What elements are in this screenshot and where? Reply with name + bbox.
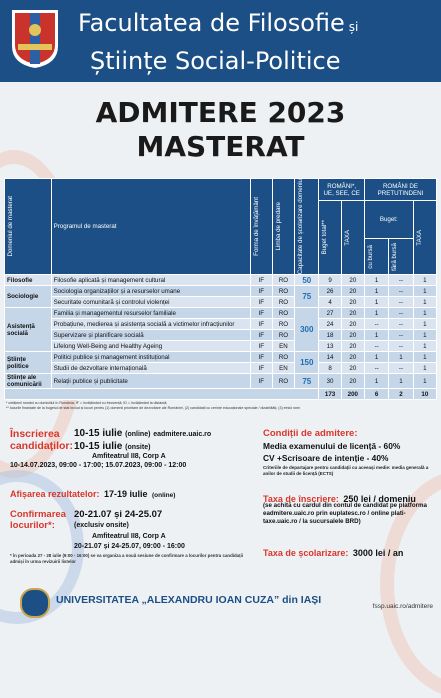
cell-lang: RO — [272, 286, 294, 297]
cell-domain: Asistență socială — [5, 308, 52, 352]
cell-tax-intl: 1 — [413, 319, 436, 330]
master-title: MASTERAT — [136, 130, 305, 163]
confirmation-hours: 20-21.07 și 24-25.07, 09:00 - 16:00 — [74, 543, 185, 550]
cell-tax-intl: 1 — [413, 297, 436, 308]
cell-lang: RO — [272, 374, 294, 389]
cell-program: Filosofie aplicată și management cultural — [51, 275, 250, 286]
cell-fara-bursa: -- — [389, 319, 413, 330]
cell-program: Supervizare și planificare socială — [51, 330, 250, 341]
university-name: UNIVERSITATEA „ALEXANDRU IOAN CUZA” din IAȘI — [56, 594, 322, 606]
th-romani-group: ROMÂNI*, UE, SEE, CE — [319, 179, 365, 201]
cell-budget-total: 18 — [319, 330, 341, 341]
cell-form: IF — [250, 286, 272, 297]
th-budget-total: Buget total** — [319, 201, 341, 275]
cell-capacity: 75 — [295, 286, 319, 308]
cell-capacity: 50 — [295, 275, 319, 286]
page-footer — [0, 584, 441, 624]
cell-cu-bursa: 1 — [364, 297, 388, 308]
registration-fee-line: Taxa de înscriere: 250 lei / domeniu — [263, 494, 416, 504]
cell-tax-intl: 1 — [413, 341, 436, 352]
table-row — [5, 308, 437, 319]
cell-lang: RO — [272, 352, 294, 363]
total-spacer — [5, 389, 319, 400]
cell-tax: 20 — [341, 330, 364, 341]
conditions-label: Condiții de admitere: — [263, 428, 358, 439]
cell-budget-total: 14 — [319, 352, 341, 363]
table-row — [5, 319, 437, 330]
cell-fara-bursa: -- — [389, 341, 413, 352]
cell-budget-total: 24 — [319, 319, 341, 330]
cell-fara-bursa: -- — [389, 286, 413, 297]
cell-fara-bursa: 1 — [389, 352, 413, 363]
conditions-note: Criteriile de departajare pentru candidații cu aceeași medie: media generală a anilor de studii de licență (ECTS) — [263, 465, 429, 476]
registration-online: 10-15 iulie (online) eadmitere.uaic.ro — [74, 428, 212, 439]
cell-cu-bursa: 1 — [364, 330, 388, 341]
confirmation-place: Amfiteatrul II8, Corp A — [92, 533, 166, 540]
confirmation-note: * în perioada 27 - 28 iulie (9:00 - 16:00) se va organiza a nouă sesiune de confirmare a locurilor pentru candidații admiși în urma revizuirii listelor — [10, 553, 244, 564]
registration-label: Înscrierea candidaților: — [10, 428, 74, 452]
cell-tax: 20 — [341, 286, 364, 297]
total-bt: 173 — [319, 389, 341, 400]
cell-domain: Științe ale comunicării — [5, 374, 52, 389]
cell-lang: EN — [272, 341, 294, 352]
cell-cu-bursa: -- — [364, 341, 388, 352]
cell-tax-intl: 1 — [413, 352, 436, 363]
confirmation-mode: (exclusiv onsite) — [74, 522, 129, 529]
cell-tax: 20 — [341, 341, 364, 352]
table-row — [5, 286, 437, 297]
table-row — [5, 374, 437, 389]
registration-fee-detail: (se achită cu cardul din contul de candidat pe platforma eadmitere.uaic.ro prin euplatesc.ro / online plati-taxe.uaic.ro / la sucursalele BRD) — [263, 502, 427, 525]
programs-table — [4, 178, 437, 400]
confirmation-label: Confirmarea locurilor*: — [10, 509, 66, 531]
table-row — [5, 352, 437, 363]
cell-lang: RO — [272, 330, 294, 341]
th-fara-bursa: fără bursă — [389, 239, 413, 275]
cell-cu-bursa: -- — [364, 363, 388, 374]
cell-form: IF — [250, 363, 272, 374]
faculty-crest-icon — [10, 8, 60, 70]
cell-lang: RO — [272, 297, 294, 308]
cell-lang: EN — [272, 363, 294, 374]
cell-budget-total: 30 — [319, 374, 341, 389]
table-notes — [6, 401, 436, 411]
programs-table-wrap — [4, 178, 437, 400]
cell-lang: RO — [272, 319, 294, 330]
table-row — [5, 341, 437, 352]
cell-program: Politici publice și management instituțional — [51, 352, 250, 363]
results-line: Afișarea rezultatelor: 17-19 iulie (online) — [10, 489, 176, 499]
title-line-1: Facultatea de Filosofie — [78, 9, 345, 37]
cell-tax: 20 — [341, 363, 364, 374]
cell-cu-bursa: 1 — [364, 275, 388, 286]
cell-tax-intl: 1 — [413, 330, 436, 341]
cell-budget-total: 9 — [319, 275, 341, 286]
cell-capacity: 150 — [295, 352, 319, 374]
cell-tax: 20 — [341, 297, 364, 308]
th-buget: Buget: — [364, 201, 413, 239]
cell-tax-intl: 1 — [413, 363, 436, 374]
cell-fara-bursa: -- — [389, 308, 413, 319]
cell-form: IF — [250, 275, 272, 286]
cell-tax-intl: 1 — [413, 275, 436, 286]
cell-tax: 20 — [341, 308, 364, 319]
cell-form: IF — [250, 297, 272, 308]
note-2: ** locurile finanțate de la bugetul de stat includ și locuri pentru (1) domenii prioritare de dezvoltare ale României, (2) candidații cu cerințe educaționale speciale / dizabilități, (3) etnici romi — [6, 406, 301, 410]
condition-1: Media examenului de licență - 60% — [263, 441, 401, 451]
page-header — [0, 0, 441, 82]
total-fara: 2 — [389, 389, 413, 400]
cell-capacity: 300 — [295, 308, 319, 352]
total-tax: 200 — [341, 389, 364, 400]
cell-program: Familia și managementul resurselor familiale — [51, 308, 250, 319]
cell-program: Relații publice și publicitate — [51, 374, 250, 389]
cell-budget-total: 26 — [319, 286, 341, 297]
cell-form: IF — [250, 352, 272, 363]
table-row — [5, 363, 437, 374]
cell-cu-bursa: -- — [364, 319, 388, 330]
th-intl-group: ROMÂNI DE PRETUTINDENI — [364, 179, 436, 201]
cell-fara-bursa: -- — [389, 330, 413, 341]
cell-cu-bursa: 1 — [364, 352, 388, 363]
th-tax1: TAXĂ — [341, 201, 364, 275]
table-total-row — [5, 389, 437, 400]
th-capacity: Capacitate de școlarizare domeniu — [295, 179, 319, 275]
th-form: Forma de învățământ — [250, 179, 272, 275]
th-lang: Limba de predare — [272, 179, 294, 275]
cell-program: Studii de dezvoltare internațională — [51, 363, 250, 374]
cell-program: Sociologia organizațiilor și a resurselor umane — [51, 286, 250, 297]
cell-fara-bursa: -- — [389, 297, 413, 308]
cell-capacity: 75 — [295, 374, 319, 389]
note-1: * cetățenii români cu domiciliul în România; IF = învățământ cu frecvență; ID = învățământ la distanță; — [6, 401, 168, 405]
cell-domain: Sociologie — [5, 286, 52, 308]
cell-fara-bursa: -- — [389, 275, 413, 286]
cell-domain: Filosofie — [5, 275, 52, 286]
university-logo-icon — [20, 588, 50, 618]
cell-cu-bursa: 1 — [364, 286, 388, 297]
cell-lang: RO — [272, 275, 294, 286]
registration-hours: 10-14.07.2023, 09:00 - 17:00; 15.07.2023, 09:00 - 12:00 — [10, 462, 187, 469]
cell-budget-total: 8 — [319, 363, 341, 374]
th-cu-bursa: cu bursă — [364, 239, 388, 275]
cell-program: Lifelong Well-Being and Healthy Ageing — [51, 341, 250, 352]
footer-url[interactable]: fssp.uaic.ro/admitere — [372, 603, 433, 610]
admission-title: ADMITERE 2023 — [95, 96, 346, 129]
cell-tax-intl: 1 — [413, 308, 436, 319]
condition-2: CV +Scrisoare de intenție - 40% — [263, 453, 389, 463]
cell-budget-total: 4 — [319, 297, 341, 308]
cell-tax-intl: 1 — [413, 286, 436, 297]
confirmation-dates: 20-21.07 și 24-25.07 — [74, 509, 163, 520]
total-tx: 10 — [413, 389, 436, 400]
cell-form: IF — [250, 330, 272, 341]
table-row — [5, 297, 437, 308]
tuition-fee-line: Taxa de școlarizare: 3000 lei / an — [263, 548, 404, 558]
cell-form: IF — [250, 308, 272, 319]
registration-place: Amfiteatrul II8, Corp A — [92, 453, 166, 460]
title-line-2: Științe Social-Politice — [90, 47, 341, 75]
cell-tax: 20 — [341, 319, 364, 330]
title-and: și — [348, 20, 359, 34]
cell-tax-intl: 1 — [413, 374, 436, 389]
cell-fara-bursa: 1 — [389, 374, 413, 389]
cell-tax: 20 — [341, 275, 364, 286]
cell-fara-bursa: -- — [389, 363, 413, 374]
cell-domain: Științe politice — [5, 352, 52, 374]
table-row — [5, 275, 437, 286]
cell-form: IF — [250, 374, 272, 389]
cell-program: Securitate comunitară și controlul violenței — [51, 297, 250, 308]
faculty-title — [78, 6, 438, 78]
cell-program: Probațiune, medierea și asistența socială a victimelor infracțiunilor — [51, 319, 250, 330]
total-cu: 6 — [364, 389, 388, 400]
cell-tax: 20 — [341, 374, 364, 389]
th-program: Programul de masterat — [51, 179, 250, 275]
cell-lang: RO — [272, 308, 294, 319]
th-domain: Domeniul de masterat — [5, 179, 52, 275]
table-row — [5, 330, 437, 341]
th-tax2: TAXĂ — [413, 201, 436, 275]
cell-tax: 20 — [341, 352, 364, 363]
cell-cu-bursa: 1 — [364, 374, 388, 389]
cell-form: IF — [250, 341, 272, 352]
cell-form: IF — [250, 319, 272, 330]
registration-onsite: 10-15 iulie (onsite) — [74, 441, 151, 452]
cell-budget-total: 27 — [319, 308, 341, 319]
cell-budget-total: 13 — [319, 341, 341, 352]
cell-cu-bursa: 1 — [364, 308, 388, 319]
